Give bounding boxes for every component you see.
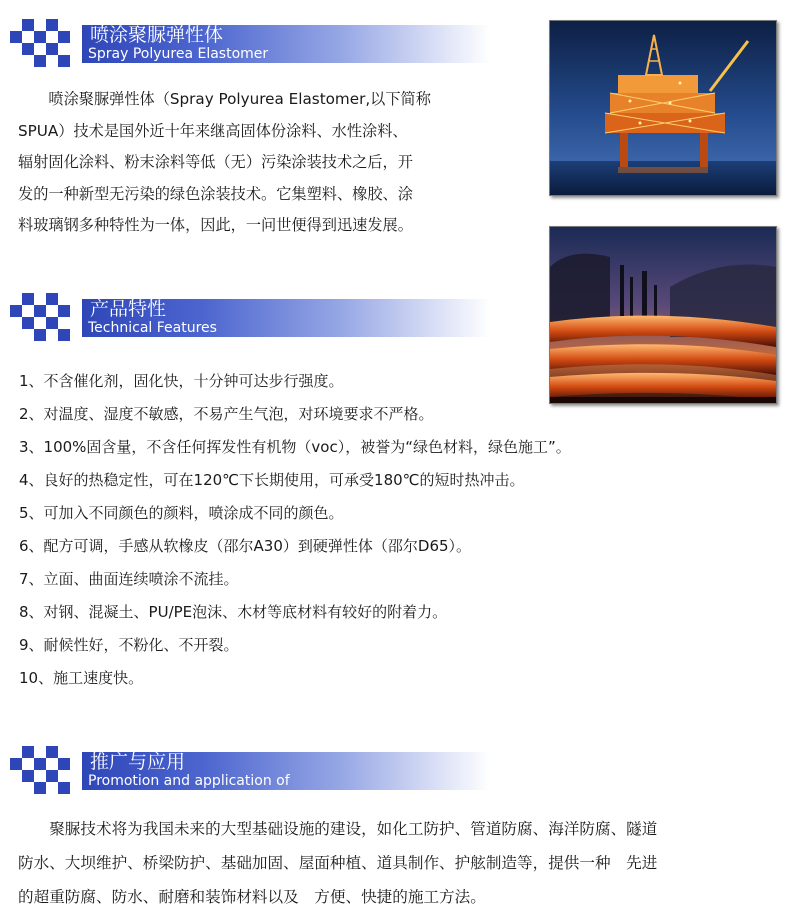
paragraph-line: SPUA）技术是国外近十年来继高固体份涂料、水性涂料、 (18, 121, 408, 140)
checker-logo-icon (10, 18, 80, 68)
section-title-en: Promotion and application of (88, 773, 290, 789)
list-item: 3、100%固含量，不含任何挥发性有机物（voc），被誉为“绿色材料，绿色施工”。 (19, 438, 571, 456)
spua-intro-paragraph (18, 84, 498, 242)
section-header-features (10, 292, 490, 342)
list-item: 7、立面、曲面连续喷涂不流挂。 (19, 570, 239, 588)
checker-logo-icon (10, 745, 80, 795)
list-item: 9、耐候性好，不粉化、不开裂。 (19, 636, 239, 654)
list-item: 10、施工速度快。 (19, 669, 144, 687)
paragraph-line: 发的一种新型无污染的绿色涂装技术。它集塑料、橡胶、涂 (18, 184, 413, 203)
list-item: 5、可加入不同颜色的颜料，喷涂成不同的颜色。 (19, 504, 344, 522)
section-title-cn: 喷涂聚脲弹性体 (90, 24, 224, 46)
section-title-en: Spray Polyurea Elastomer (88, 46, 269, 62)
section-title-cn: 产品特性 (90, 298, 167, 320)
paragraph-line: 的超重防腐、防水、耐磨和装饰材料以及 方便、快捷的施工方法。 (18, 888, 486, 906)
checker-logo-icon (10, 292, 80, 342)
paragraph-line: 聚脲技术将为我国未来的大型基础设施的建设，如化工防护、管道防腐、海洋防腐、隧道 (18, 820, 658, 838)
paragraph-line: 辐射固化涂料、粉末涂料等低（无）污染涂装技术之后，开 (18, 153, 413, 172)
promotion-paragraph (18, 812, 788, 914)
list-item: 1、不含催化剂，固化快，十分钟可达步行强度。 (19, 372, 344, 390)
features-list (19, 365, 571, 695)
industrial-pipes-photo (549, 226, 777, 404)
paragraph-line: 防水、大坝维护、桥梁防护、基础加固、屋面种植、道具制作、护舷制造等，提供一种 先进 (18, 854, 658, 872)
paragraph-line: 料玻璃钢多种特性为一体，因此，一问世便得到迅速发展。 (18, 216, 413, 235)
paragraph-line: 喷涂聚脲弹性体（Spray Polyurea Elastomer,以下简称 (18, 90, 431, 108)
list-item: 2、对温度、湿度不敏感，不易产生气泡，对环境要求不严格。 (19, 405, 434, 423)
list-item: 4、良好的热稳定性，可在120℃下长期使用，可承受180℃的短时热冲击。 (19, 471, 525, 489)
list-item: 6、配方可调，手感从软橡皮（邵尔A30）到硬弹性体（邵尔D65）。 (19, 537, 472, 555)
section-title-cn: 推广与应用 (90, 751, 186, 773)
offshore-platform-photo (549, 20, 777, 196)
section-header-promotion (10, 745, 490, 795)
section-title-en: Technical Features (88, 320, 217, 336)
section-header-spua (10, 18, 490, 68)
list-item: 8、对钢、混凝土、PU/PE泡沫、木材等底材料有较好的附着力。 (19, 603, 448, 621)
